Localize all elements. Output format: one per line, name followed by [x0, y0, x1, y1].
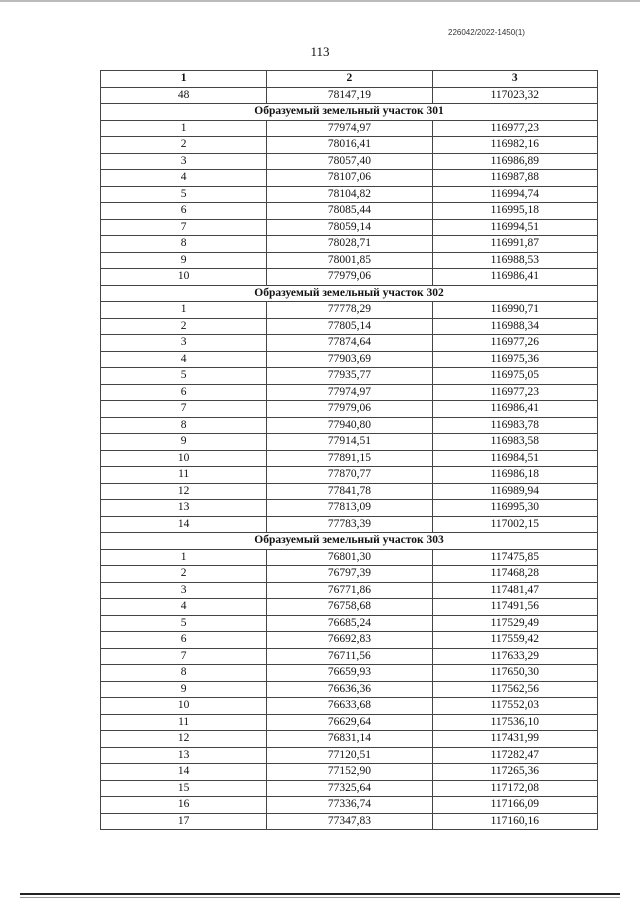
y-coordinate-cell: 117633,29	[432, 648, 597, 665]
table-header-row	[101, 71, 598, 88]
x-coordinate-cell: 77336,74	[267, 797, 432, 814]
table-row	[101, 797, 598, 814]
table-row	[101, 269, 598, 286]
table-row	[101, 599, 598, 616]
point-number-cell: 4	[101, 170, 267, 187]
y-coordinate-cell: 116990,71	[432, 302, 597, 319]
x-coordinate-cell: 77325,64	[267, 780, 432, 797]
x-coordinate-cell: 78001,85	[267, 252, 432, 269]
section-title: Образуемый земельный участок 302	[101, 285, 598, 302]
x-coordinate-cell: 77891,15	[267, 450, 432, 467]
table-row	[101, 582, 598, 599]
y-coordinate-cell: 116975,05	[432, 368, 597, 385]
table-row	[101, 516, 598, 533]
y-coordinate-cell: 116989,94	[432, 483, 597, 500]
x-coordinate-cell: 77120,51	[267, 747, 432, 764]
y-coordinate-cell: 117475,85	[432, 549, 597, 566]
column-header-3: 3	[432, 71, 597, 88]
y-coordinate-cell: 116986,89	[432, 153, 597, 170]
y-coordinate-cell: 116986,41	[432, 401, 597, 418]
table-row	[101, 87, 598, 104]
point-number-cell: 10	[101, 269, 267, 286]
table-row	[101, 698, 598, 715]
x-coordinate-cell: 78016,41	[267, 137, 432, 154]
table-row	[101, 417, 598, 434]
x-coordinate-cell: 78147,19	[267, 87, 432, 104]
table-row	[101, 153, 598, 170]
table-row	[101, 351, 598, 368]
x-coordinate-cell: 77940,80	[267, 417, 432, 434]
x-coordinate-cell: 77813,09	[267, 500, 432, 517]
point-number-cell: 10	[101, 698, 267, 715]
y-coordinate-cell: 116977,23	[432, 384, 597, 401]
top-border	[0, 0, 640, 2]
point-number-cell: 2	[101, 318, 267, 335]
point-number-cell: 8	[101, 665, 267, 682]
y-coordinate-cell: 117650,30	[432, 665, 597, 682]
x-coordinate-cell: 77805,14	[267, 318, 432, 335]
table-row	[101, 219, 598, 236]
point-number-cell: 5	[101, 368, 267, 385]
table-row	[101, 302, 598, 319]
point-number-cell: 10	[101, 450, 267, 467]
table-row	[101, 120, 598, 137]
table-row	[101, 434, 598, 451]
table-row	[101, 764, 598, 781]
x-coordinate-cell: 77778,29	[267, 302, 432, 319]
point-number-cell: 5	[101, 615, 267, 632]
point-number-cell: 9	[101, 434, 267, 451]
point-number-cell: 3	[101, 582, 267, 599]
section-row	[101, 285, 598, 302]
table-row	[101, 566, 598, 583]
y-coordinate-cell: 116987,88	[432, 170, 597, 187]
y-coordinate-cell: 117172,08	[432, 780, 597, 797]
x-coordinate-cell: 76797,39	[267, 566, 432, 583]
table-row	[101, 467, 598, 484]
y-coordinate-cell: 116984,51	[432, 450, 597, 467]
y-coordinate-cell: 116995,18	[432, 203, 597, 220]
table-row	[101, 318, 598, 335]
point-number-cell: 7	[101, 219, 267, 236]
y-coordinate-cell: 116988,53	[432, 252, 597, 269]
x-coordinate-cell: 77935,77	[267, 368, 432, 385]
x-coordinate-cell: 76711,56	[267, 648, 432, 665]
x-coordinate-cell: 78107,06	[267, 170, 432, 187]
point-number-cell: 6	[101, 632, 267, 649]
x-coordinate-cell: 76633,68	[267, 698, 432, 715]
table-row	[101, 549, 598, 566]
point-number-cell: 12	[101, 731, 267, 748]
x-coordinate-cell: 78059,14	[267, 219, 432, 236]
x-coordinate-cell: 76831,14	[267, 731, 432, 748]
point-number-cell: 8	[101, 417, 267, 434]
x-coordinate-cell: 76629,64	[267, 714, 432, 731]
table-row	[101, 384, 598, 401]
x-coordinate-cell: 76771,86	[267, 582, 432, 599]
point-number-cell: 14	[101, 764, 267, 781]
point-number-cell: 11	[101, 714, 267, 731]
table-row	[101, 483, 598, 500]
table-row	[101, 203, 598, 220]
x-coordinate-cell: 78028,71	[267, 236, 432, 253]
table-row	[101, 731, 598, 748]
table-row	[101, 615, 598, 632]
point-number-cell: 5	[101, 186, 267, 203]
x-coordinate-cell: 78104,82	[267, 186, 432, 203]
document-id: 226042/2022-1450(1)	[448, 28, 525, 37]
table-row	[101, 335, 598, 352]
column-header-1: 1	[101, 71, 267, 88]
y-coordinate-cell: 116994,74	[432, 186, 597, 203]
point-number-cell: 9	[101, 252, 267, 269]
table-row	[101, 632, 598, 649]
table-row	[101, 714, 598, 731]
y-coordinate-cell: 117160,16	[432, 813, 597, 830]
y-coordinate-cell: 117282,47	[432, 747, 597, 764]
point-number-cell: 13	[101, 500, 267, 517]
point-number-cell: 7	[101, 401, 267, 418]
x-coordinate-cell: 77974,97	[267, 384, 432, 401]
point-number-cell: 13	[101, 747, 267, 764]
point-number-cell: 14	[101, 516, 267, 533]
y-coordinate-cell: 116995,30	[432, 500, 597, 517]
y-coordinate-cell: 117491,56	[432, 599, 597, 616]
point-number-cell: 9	[101, 681, 267, 698]
table-row	[101, 648, 598, 665]
x-coordinate-cell: 76692,83	[267, 632, 432, 649]
x-coordinate-cell: 77914,51	[267, 434, 432, 451]
y-coordinate-cell: 117265,36	[432, 764, 597, 781]
point-number-cell: 48	[101, 87, 267, 104]
y-coordinate-cell: 116977,23	[432, 120, 597, 137]
x-coordinate-cell: 77841,78	[267, 483, 432, 500]
y-coordinate-cell: 116991,87	[432, 236, 597, 253]
point-number-cell: 1	[101, 302, 267, 319]
table-row	[101, 747, 598, 764]
point-number-cell: 17	[101, 813, 267, 830]
point-number-cell: 15	[101, 780, 267, 797]
y-coordinate-cell: 117023,32	[432, 87, 597, 104]
y-coordinate-cell: 117552,03	[432, 698, 597, 715]
x-coordinate-cell: 76659,93	[267, 665, 432, 682]
y-coordinate-cell: 116986,41	[432, 269, 597, 286]
page-number: 113	[310, 44, 330, 59]
x-coordinate-cell: 77979,06	[267, 269, 432, 286]
x-coordinate-cell: 76758,68	[267, 599, 432, 616]
point-number-cell: 3	[101, 335, 267, 352]
x-coordinate-cell: 77903,69	[267, 351, 432, 368]
x-coordinate-cell: 77783,39	[267, 516, 432, 533]
y-coordinate-cell: 117431,99	[432, 731, 597, 748]
y-coordinate-cell: 117468,28	[432, 566, 597, 583]
x-coordinate-cell: 77874,64	[267, 335, 432, 352]
y-coordinate-cell: 117529,49	[432, 615, 597, 632]
y-coordinate-cell: 116982,16	[432, 137, 597, 154]
table-row	[101, 450, 598, 467]
table-row	[101, 236, 598, 253]
point-number-cell: 4	[101, 351, 267, 368]
section-title: Образуемый земельный участок 301	[101, 104, 598, 121]
y-coordinate-cell: 116983,78	[432, 417, 597, 434]
table-row	[101, 401, 598, 418]
point-number-cell: 11	[101, 467, 267, 484]
section-title: Образуемый земельный участок 303	[101, 533, 598, 550]
x-coordinate-cell: 76801,30	[267, 549, 432, 566]
x-coordinate-cell: 76636,36	[267, 681, 432, 698]
point-number-cell: 8	[101, 236, 267, 253]
y-coordinate-cell: 117002,15	[432, 516, 597, 533]
table-row	[101, 665, 598, 682]
section-row	[101, 533, 598, 550]
point-number-cell: 16	[101, 797, 267, 814]
table-row	[101, 368, 598, 385]
x-coordinate-cell: 77979,06	[267, 401, 432, 418]
x-coordinate-cell: 78085,44	[267, 203, 432, 220]
x-coordinate-cell: 77870,77	[267, 467, 432, 484]
coordinates-table	[100, 70, 598, 830]
point-number-cell: 3	[101, 153, 267, 170]
x-coordinate-cell: 77974,97	[267, 120, 432, 137]
table-row	[101, 252, 598, 269]
table-row	[101, 500, 598, 517]
y-coordinate-cell: 116994,51	[432, 219, 597, 236]
point-number-cell: 6	[101, 203, 267, 220]
table-row	[101, 780, 598, 797]
point-number-cell: 1	[101, 120, 267, 137]
y-coordinate-cell: 116988,34	[432, 318, 597, 335]
y-coordinate-cell: 116986,18	[432, 467, 597, 484]
y-coordinate-cell: 117481,47	[432, 582, 597, 599]
point-number-cell: 4	[101, 599, 267, 616]
point-number-cell: 7	[101, 648, 267, 665]
y-coordinate-cell: 116975,36	[432, 351, 597, 368]
table-row	[101, 186, 598, 203]
point-number-cell: 2	[101, 137, 267, 154]
x-coordinate-cell: 77347,83	[267, 813, 432, 830]
x-coordinate-cell: 76685,24	[267, 615, 432, 632]
table-row	[101, 813, 598, 830]
x-coordinate-cell: 78057,40	[267, 153, 432, 170]
point-number-cell: 12	[101, 483, 267, 500]
table-row	[101, 137, 598, 154]
y-coordinate-cell: 116983,58	[432, 434, 597, 451]
y-coordinate-cell: 117166,09	[432, 797, 597, 814]
x-coordinate-cell: 77152,90	[267, 764, 432, 781]
table-row	[101, 681, 598, 698]
point-number-cell: 2	[101, 566, 267, 583]
point-number-cell: 1	[101, 549, 267, 566]
point-number-cell: 6	[101, 384, 267, 401]
table-row	[101, 170, 598, 187]
bottom-border-thin	[20, 897, 620, 898]
bottom-border	[20, 893, 620, 895]
y-coordinate-cell: 117536,10	[432, 714, 597, 731]
section-row	[101, 104, 598, 121]
y-coordinate-cell: 116977,26	[432, 335, 597, 352]
y-coordinate-cell: 117562,56	[432, 681, 597, 698]
y-coordinate-cell: 117559,42	[432, 632, 597, 649]
column-header-2: 2	[267, 71, 432, 88]
